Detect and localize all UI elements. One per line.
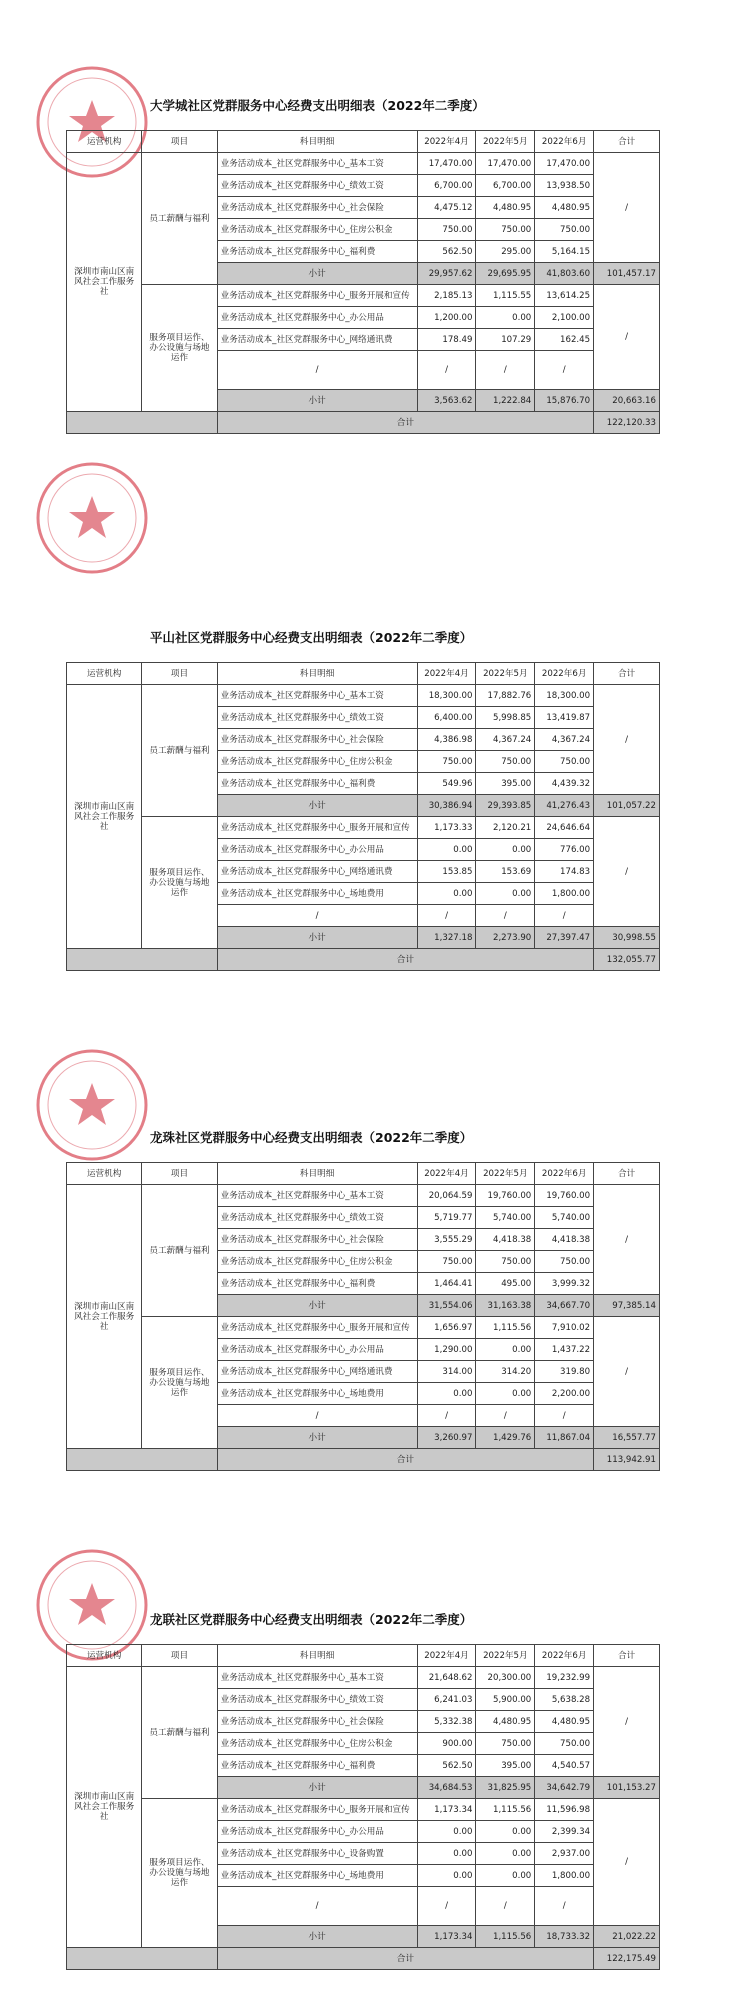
amount-cell-m5: 2,120.21: [476, 817, 535, 839]
grand-total-label: 合计: [217, 1948, 594, 1970]
amount-cell-m4: 5,719.77: [417, 1207, 476, 1229]
grand-total-blank: [67, 949, 218, 971]
amount-cell-m5: 107.29: [476, 329, 535, 351]
amount-cell-m5: /: [476, 1405, 535, 1427]
section-total-cell: /: [594, 153, 660, 263]
amount-cell-m5: 0.00: [476, 1339, 535, 1361]
amount-cell-m6: 4,480.95: [535, 197, 594, 219]
header-m6: 2022年6月: [535, 1645, 594, 1667]
section-total-cell: /: [594, 817, 660, 927]
subtotal-label: 小计: [217, 263, 417, 285]
amount-cell-m6: 17,470.00: [535, 153, 594, 175]
org-cell: 深圳市南山区南风社会工作服务社: [67, 685, 142, 949]
amount-cell-m5: 750.00: [476, 1733, 535, 1755]
item-name-cell: 业务活动成本_社区党群服务中心_服务开展和宣传: [217, 285, 417, 307]
amount-cell-m5: 17,882.76: [476, 685, 535, 707]
item-name-cell: 业务活动成本_社区党群服务中心_住房公积金: [217, 1733, 417, 1755]
item-name-cell: 业务活动成本_社区党群服务中心_基本工资: [217, 685, 417, 707]
subtotal-m6: 27,397.47: [535, 927, 594, 949]
subtotal-total: 97,385.14: [594, 1295, 660, 1317]
amount-cell-m5: /: [476, 1887, 535, 1926]
amount-cell-m4: /: [417, 351, 476, 390]
subtotal-m4: 30,386.94: [417, 795, 476, 817]
header-m4: 2022年4月: [417, 131, 476, 153]
item-name-cell: 业务活动成本_社区党群服务中心_基本工资: [217, 1185, 417, 1207]
amount-cell-m5: /: [476, 351, 535, 390]
amount-cell-m5: 5,900.00: [476, 1689, 535, 1711]
item-name-cell: /: [217, 905, 417, 927]
header-m5: 2022年5月: [476, 131, 535, 153]
table-header-row: [67, 131, 660, 153]
amount-cell-m5: 20,300.00: [476, 1667, 535, 1689]
amount-cell-m4: 1,173.33: [417, 817, 476, 839]
item-name-cell: 业务活动成本_社区党群服务中心_网络通讯费: [217, 1361, 417, 1383]
subtotal-m4: 31,554.06: [417, 1295, 476, 1317]
amount-cell-m4: 3,555.29: [417, 1229, 476, 1251]
amount-cell-m4: 1,656.97: [417, 1317, 476, 1339]
amount-cell-m5: 4,480.95: [476, 1711, 535, 1733]
subtotal-total: 101,457.17: [594, 263, 660, 285]
expense-table: [66, 130, 660, 434]
amount-cell-m5: 750.00: [476, 751, 535, 773]
header-m5: 2022年5月: [476, 663, 535, 685]
amount-cell-m6: 319.80: [535, 1361, 594, 1383]
category-cell: 服务项目运作、办公设施与场地运作: [142, 1317, 217, 1449]
header-org: 运营机构: [67, 131, 142, 153]
grand-total-row: [67, 412, 660, 434]
item-name-cell: 业务活动成本_社区党群服务中心_办公用品: [217, 1821, 417, 1843]
grand-total-row: [67, 1948, 660, 1970]
grand-total-blank: [67, 1948, 218, 1970]
amount-cell-m5: 1,115.56: [476, 1799, 535, 1821]
amount-cell-m5: 1,115.55: [476, 285, 535, 307]
item-name-cell: 业务活动成本_社区党群服务中心_办公用品: [217, 1339, 417, 1361]
table-header-row: [67, 1163, 660, 1185]
amount-cell-m6: /: [535, 351, 594, 390]
amount-cell-m4: 17,470.00: [417, 153, 476, 175]
org-cell: 深圳市南山区南风社会工作服务社: [67, 153, 142, 412]
item-name-cell: 业务活动成本_社区党群服务中心_绩效工资: [217, 1207, 417, 1229]
table-row: [67, 685, 660, 707]
subtotal-total: 101,153.27: [594, 1777, 660, 1799]
subtotal-m4: 3,260.97: [417, 1427, 476, 1449]
amount-cell-m5: 0.00: [476, 883, 535, 905]
amount-cell-m4: 6,400.00: [417, 707, 476, 729]
expense-table: [66, 1644, 660, 1970]
table-row: [67, 1317, 660, 1339]
org-cell: 深圳市南山区南风社会工作服务社: [67, 1667, 142, 1948]
subtotal-m4: 3,563.62: [417, 390, 476, 412]
subtotal-m4: 1,173.34: [417, 1926, 476, 1948]
header-item: 科目明细: [217, 1645, 417, 1667]
amount-cell-m5: 0.00: [476, 307, 535, 329]
header-m4: 2022年4月: [417, 663, 476, 685]
amount-cell-m6: 174.83: [535, 861, 594, 883]
category-cell: 员工薪酬与福利: [142, 1667, 217, 1799]
table-row: [67, 285, 660, 307]
amount-cell-m4: 1,464.41: [417, 1273, 476, 1295]
item-name-cell: 业务活动成本_社区党群服务中心_服务开展和宣传: [217, 1799, 417, 1821]
seal-icon: [32, 1045, 152, 1165]
amount-cell-m6: 750.00: [535, 1733, 594, 1755]
subtotal-m5: 1,222.84: [476, 390, 535, 412]
amount-cell-m4: 750.00: [417, 219, 476, 241]
amount-cell-m5: 495.00: [476, 1273, 535, 1295]
amount-cell-m5: 750.00: [476, 1251, 535, 1273]
item-name-cell: 业务活动成本_社区党群服务中心_福利费: [217, 241, 417, 263]
amount-cell-m5: 153.69: [476, 861, 535, 883]
section-total-cell: /: [594, 1667, 660, 1777]
subtotal-m5: 1,115.56: [476, 1926, 535, 1948]
amount-cell-m4: 0.00: [417, 839, 476, 861]
item-name-cell: 业务活动成本_社区党群服务中心_场地费用: [217, 1865, 417, 1887]
item-name-cell: 业务活动成本_社区党群服务中心_场地费用: [217, 883, 417, 905]
amount-cell-m4: 0.00: [417, 1383, 476, 1405]
header-total: 合计: [594, 131, 660, 153]
header-total: 合计: [594, 1163, 660, 1185]
header-m5: 2022年5月: [476, 1163, 535, 1185]
item-name-cell: 业务活动成本_社区党群服务中心_办公用品: [217, 307, 417, 329]
amount-cell-m5: /: [476, 905, 535, 927]
subtotal-label: 小计: [217, 1926, 417, 1948]
amount-cell-m6: 2,399.34: [535, 1821, 594, 1843]
header-category: 项目: [142, 1163, 217, 1185]
amount-cell-m4: 5,332.38: [417, 1711, 476, 1733]
table-row: [67, 817, 660, 839]
org-cell: 深圳市南山区南风社会工作服务社: [67, 1185, 142, 1449]
amount-cell-m5: 19,760.00: [476, 1185, 535, 1207]
subtotal-m6: 41,276.43: [535, 795, 594, 817]
item-name-cell: 业务活动成本_社区党群服务中心_场地费用: [217, 1383, 417, 1405]
amount-cell-m4: 1,200.00: [417, 307, 476, 329]
subtotal-total: 20,663.16: [594, 390, 660, 412]
subtotal-label: 小计: [217, 1777, 417, 1799]
amount-cell-m6: 4,480.95: [535, 1711, 594, 1733]
amount-cell-m4: 6,700.00: [417, 175, 476, 197]
grand-total-value: 113,942.91: [594, 1449, 660, 1471]
amount-cell-m6: 18,300.00: [535, 685, 594, 707]
header-item: 科目明细: [217, 1163, 417, 1185]
amount-cell-m4: /: [417, 1887, 476, 1926]
grand-total-value: 122,120.33: [594, 412, 660, 434]
amount-cell-m5: 4,367.24: [476, 729, 535, 751]
sheet-title: 龙联社区党群服务中心经费支出明细表（2022年二季度）: [150, 1612, 473, 1627]
item-name-cell: 业务活动成本_社区党群服务中心_服务开展和宣传: [217, 817, 417, 839]
amount-cell-m6: 2,100.00: [535, 307, 594, 329]
category-cell: 员工薪酬与福利: [142, 153, 217, 285]
amount-cell-m6: 750.00: [535, 751, 594, 773]
grand-total-blank: [67, 412, 218, 434]
amount-cell-m6: 13,419.87: [535, 707, 594, 729]
header-total: 合计: [594, 663, 660, 685]
amount-cell-m4: 6,241.03: [417, 1689, 476, 1711]
item-name-cell: 业务活动成本_社区党群服务中心_绩效工资: [217, 175, 417, 197]
header-m6: 2022年6月: [535, 1163, 594, 1185]
item-name-cell: 业务活动成本_社区党群服务中心_社会保险: [217, 1229, 417, 1251]
item-name-cell: 业务活动成本_社区党群服务中心_住房公积金: [217, 219, 417, 241]
amount-cell-m4: 0.00: [417, 1865, 476, 1887]
header-total: 合计: [594, 1645, 660, 1667]
header-m4: 2022年4月: [417, 1163, 476, 1185]
amount-cell-m5: 6,700.00: [476, 175, 535, 197]
amount-cell-m6: /: [535, 905, 594, 927]
amount-cell-m5: 295.00: [476, 241, 535, 263]
amount-cell-m5: 395.00: [476, 773, 535, 795]
amount-cell-m4: /: [417, 1405, 476, 1427]
red-seal-stamp: [32, 1045, 152, 1165]
amount-cell-m5: 17,470.00: [476, 153, 535, 175]
amount-cell-m6: 4,439.32: [535, 773, 594, 795]
amount-cell-m5: 0.00: [476, 1383, 535, 1405]
subtotal-total: 21,022.22: [594, 1926, 660, 1948]
section-total-cell: /: [594, 1799, 660, 1926]
amount-cell-m4: /: [417, 905, 476, 927]
grand-total-value: 132,055.77: [594, 949, 660, 971]
item-name-cell: /: [217, 1887, 417, 1926]
amount-cell-m4: 0.00: [417, 1843, 476, 1865]
amount-cell-m6: 24,646.64: [535, 817, 594, 839]
item-name-cell: 业务活动成本_社区党群服务中心_服务开展和宣传: [217, 1317, 417, 1339]
amount-cell-m6: 11,596.98: [535, 1799, 594, 1821]
amount-cell-m6: 2,937.00: [535, 1843, 594, 1865]
header-category: 项目: [142, 1645, 217, 1667]
table-row: [67, 1799, 660, 1821]
amount-cell-m5: 750.00: [476, 219, 535, 241]
subtotal-label: 小计: [217, 927, 417, 949]
subtotal-m6: 34,667.70: [535, 1295, 594, 1317]
amount-cell-m5: 5,998.85: [476, 707, 535, 729]
subtotal-m5: 29,695.95: [476, 263, 535, 285]
section-total-cell: /: [594, 285, 660, 390]
amount-cell-m4: 2,185.13: [417, 285, 476, 307]
amount-cell-m6: 13,614.25: [535, 285, 594, 307]
amount-cell-m6: 13,938.50: [535, 175, 594, 197]
item-name-cell: 业务活动成本_社区党群服务中心_绩效工资: [217, 1689, 417, 1711]
grand-total-label: 合计: [217, 1449, 594, 1471]
item-name-cell: 业务活动成本_社区党群服务中心_社会保险: [217, 1711, 417, 1733]
grand-total-blank: [67, 1449, 218, 1471]
amount-cell-m4: 549.96: [417, 773, 476, 795]
item-name-cell: 业务活动成本_社区党群服务中心_社会保险: [217, 729, 417, 751]
amount-cell-m5: 0.00: [476, 839, 535, 861]
amount-cell-m4: 4,386.98: [417, 729, 476, 751]
header-m4: 2022年4月: [417, 1645, 476, 1667]
subtotal-m6: 15,876.70: [535, 390, 594, 412]
amount-cell-m6: 750.00: [535, 1251, 594, 1273]
amount-cell-m4: 750.00: [417, 751, 476, 773]
amount-cell-m4: 4,475.12: [417, 197, 476, 219]
header-org: 运营机构: [67, 1163, 142, 1185]
red-seal-stamp: [32, 458, 152, 578]
sheet-title: 大学城社区党群服务中心经费支出明细表（2022年二季度）: [150, 98, 485, 113]
amount-cell-m4: 178.49: [417, 329, 476, 351]
header-category: 项目: [142, 131, 217, 153]
table-header-row: [67, 1645, 660, 1667]
amount-cell-m4: 750.00: [417, 1251, 476, 1273]
subtotal-total: 101,057.22: [594, 795, 660, 817]
item-name-cell: 业务活动成本_社区党群服务中心_网络通讯费: [217, 329, 417, 351]
section-total-cell: /: [594, 1185, 660, 1295]
amount-cell-m4: 314.00: [417, 1361, 476, 1383]
amount-cell-m5: 4,480.95: [476, 197, 535, 219]
amount-cell-m5: 1,115.56: [476, 1317, 535, 1339]
table-row: [67, 1185, 660, 1207]
subtotal-label: 小计: [217, 390, 417, 412]
amount-cell-m6: 4,367.24: [535, 729, 594, 751]
amount-cell-m5: 5,740.00: [476, 1207, 535, 1229]
header-item: 科目明细: [217, 663, 417, 685]
amount-cell-m6: 5,740.00: [535, 1207, 594, 1229]
subtotal-total: 30,998.55: [594, 927, 660, 949]
item-name-cell: 业务活动成本_社区党群服务中心_基本工资: [217, 1667, 417, 1689]
subtotal-label: 小计: [217, 795, 417, 817]
amount-cell-m6: 5,164.15: [535, 241, 594, 263]
expense-table: [66, 662, 660, 971]
grand-total-value: 122,175.49: [594, 1948, 660, 1970]
header-org: 运营机构: [67, 663, 142, 685]
expense-table: [66, 1162, 660, 1471]
subtotal-label: 小计: [217, 1295, 417, 1317]
amount-cell-m5: 4,418.38: [476, 1229, 535, 1251]
header-m6: 2022年6月: [535, 663, 594, 685]
header-item: 科目明细: [217, 131, 417, 153]
item-name-cell: 业务活动成本_社区党群服务中心_福利费: [217, 1273, 417, 1295]
amount-cell-m4: 18,300.00: [417, 685, 476, 707]
amount-cell-m4: 1,173.34: [417, 1799, 476, 1821]
category-cell: 员工薪酬与福利: [142, 685, 217, 817]
item-name-cell: 业务活动成本_社区党群服务中心_网络通讯费: [217, 861, 417, 883]
subtotal-m5: 2,273.90: [476, 927, 535, 949]
subtotal-m5: 29,393.85: [476, 795, 535, 817]
amount-cell-m6: 4,540.57: [535, 1755, 594, 1777]
amount-cell-m6: 776.00: [535, 839, 594, 861]
amount-cell-m6: 162.45: [535, 329, 594, 351]
item-name-cell: 业务活动成本_社区党群服务中心_办公用品: [217, 839, 417, 861]
amount-cell-m5: 0.00: [476, 1821, 535, 1843]
amount-cell-m4: 153.85: [417, 861, 476, 883]
amount-cell-m6: 4,418.38: [535, 1229, 594, 1251]
section-total-cell: /: [594, 685, 660, 795]
table-row: [67, 153, 660, 175]
item-name-cell: 业务活动成本_社区党群服务中心_住房公积金: [217, 1251, 417, 1273]
item-name-cell: 业务活动成本_社区党群服务中心_绩效工资: [217, 707, 417, 729]
category-cell: 服务项目运作、办公设施与场地运作: [142, 285, 217, 412]
amount-cell-m6: 2,200.00: [535, 1383, 594, 1405]
subtotal-m5: 31,163.38: [476, 1295, 535, 1317]
amount-cell-m4: 1,290.00: [417, 1339, 476, 1361]
amount-cell-m5: 0.00: [476, 1865, 535, 1887]
subtotal-m6: 34,642.79: [535, 1777, 594, 1799]
amount-cell-m6: 19,232.99: [535, 1667, 594, 1689]
subtotal-label: 小计: [217, 1427, 417, 1449]
subtotal-m4: 29,957.62: [417, 263, 476, 285]
amount-cell-m6: 1,437.22: [535, 1339, 594, 1361]
category-cell: 服务项目运作、办公设施与场地运作: [142, 817, 217, 949]
amount-cell-m4: 0.00: [417, 1821, 476, 1843]
subtotal-m6: 18,733.32: [535, 1926, 594, 1948]
amount-cell-m6: 3,999.32: [535, 1273, 594, 1295]
sheet-title: 平山社区党群服务中心经费支出明细表（2022年二季度）: [150, 630, 473, 645]
amount-cell-m5: 314.20: [476, 1361, 535, 1383]
item-name-cell: /: [217, 351, 417, 390]
amount-cell-m4: 562.50: [417, 241, 476, 263]
header-category: 项目: [142, 663, 217, 685]
subtotal-m5: 31,825.95: [476, 1777, 535, 1799]
grand-total-row: [67, 949, 660, 971]
header-m5: 2022年5月: [476, 1645, 535, 1667]
category-cell: 服务项目运作、办公设施与场地运作: [142, 1799, 217, 1948]
amount-cell-m6: 7,910.02: [535, 1317, 594, 1339]
header-org: 运营机构: [67, 1645, 142, 1667]
subtotal-m6: 11,867.04: [535, 1427, 594, 1449]
grand-total-row: [67, 1449, 660, 1471]
subtotal-m6: 41,803.60: [535, 263, 594, 285]
sheet-title: 龙珠社区党群服务中心经费支出明细表（2022年二季度）: [150, 1130, 473, 1145]
amount-cell-m6: /: [535, 1887, 594, 1926]
amount-cell-m6: 19,760.00: [535, 1185, 594, 1207]
item-name-cell: 业务活动成本_社区党群服务中心_社会保险: [217, 197, 417, 219]
amount-cell-m5: 0.00: [476, 1843, 535, 1865]
amount-cell-m4: 20,064.59: [417, 1185, 476, 1207]
item-name-cell: 业务活动成本_社区党群服务中心_设备购置: [217, 1843, 417, 1865]
amount-cell-m6: 1,800.00: [535, 883, 594, 905]
amount-cell-m6: 1,800.00: [535, 1865, 594, 1887]
header-m6: 2022年6月: [535, 131, 594, 153]
amount-cell-m6: 750.00: [535, 219, 594, 241]
seal-icon: [32, 458, 152, 578]
item-name-cell: /: [217, 1405, 417, 1427]
table-row: [67, 1667, 660, 1689]
item-name-cell: 业务活动成本_社区党群服务中心_住房公积金: [217, 751, 417, 773]
amount-cell-m6: 5,638.28: [535, 1689, 594, 1711]
item-name-cell: 业务活动成本_社区党群服务中心_福利费: [217, 773, 417, 795]
item-name-cell: 业务活动成本_社区党群服务中心_基本工资: [217, 153, 417, 175]
subtotal-m5: 1,429.76: [476, 1427, 535, 1449]
amount-cell-m4: 21,648.62: [417, 1667, 476, 1689]
amount-cell-m4: 0.00: [417, 883, 476, 905]
table-header-row: [67, 663, 660, 685]
amount-cell-m6: /: [535, 1405, 594, 1427]
subtotal-m4: 34,684.53: [417, 1777, 476, 1799]
grand-total-label: 合计: [217, 949, 594, 971]
amount-cell-m4: 900.00: [417, 1733, 476, 1755]
subtotal-total: 16,557.77: [594, 1427, 660, 1449]
section-total-cell: /: [594, 1317, 660, 1427]
category-cell: 员工薪酬与福利: [142, 1185, 217, 1317]
grand-total-label: 合计: [217, 412, 594, 434]
amount-cell-m4: 562.50: [417, 1755, 476, 1777]
subtotal-m4: 1,327.18: [417, 927, 476, 949]
amount-cell-m5: 395.00: [476, 1755, 535, 1777]
item-name-cell: 业务活动成本_社区党群服务中心_福利费: [217, 1755, 417, 1777]
